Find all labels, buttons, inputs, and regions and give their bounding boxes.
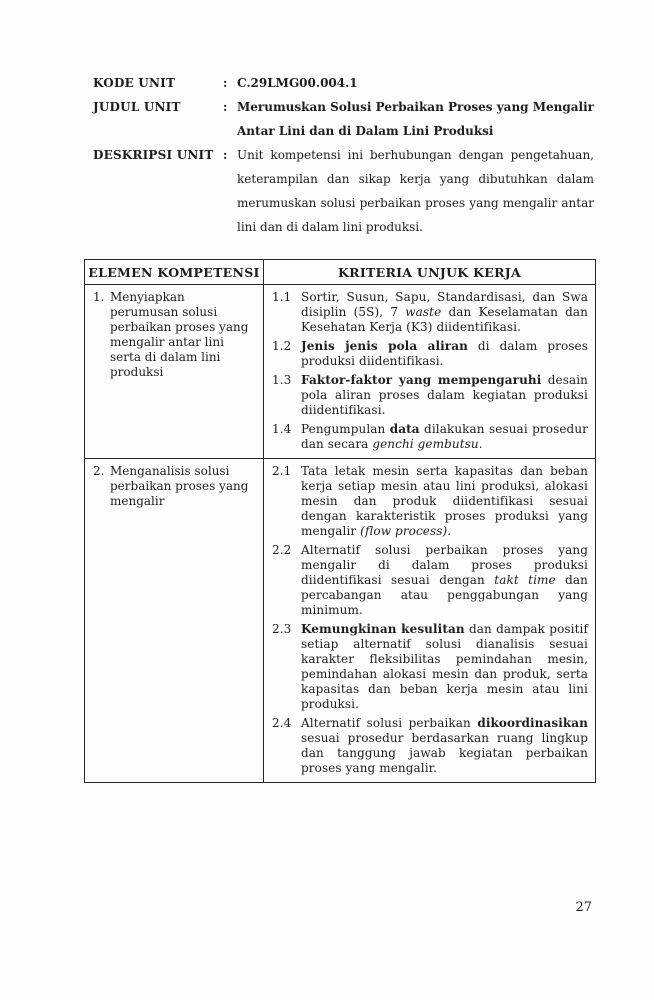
element-number: 2. <box>93 464 105 478</box>
criterion-number: 1.3 <box>272 373 292 387</box>
colon-separator: : <box>223 148 228 162</box>
criterion-number: 1.1 <box>272 290 292 304</box>
element-text: Menyiapkan perumusan solusi perbaikan proses yang mengalir antar lini serta di dalam lini produksi <box>110 290 249 379</box>
unit-header <box>93 71 594 239</box>
criterion-number: 1.2 <box>272 339 292 353</box>
competency-table <box>84 259 596 783</box>
judul-unit-label: JUDUL UNIT <box>93 100 181 114</box>
criterion-number: 1.4 <box>272 422 292 436</box>
criterion-text: Tata letak mesin serta kapasitas dan beban kerja setiap mesin atau lini produksi, alokasi mesin dan produk diidentifikasi sesuai dengan karakteristik proses produksi yang mengalir (flow process). <box>301 464 588 538</box>
criterion-number: 2.1 <box>272 464 292 478</box>
column-header-kriteria-unjuk-kerja: KRITERIA UNJUK KERJA <box>264 260 596 285</box>
criterion-item <box>272 464 588 539</box>
criteria-cell <box>264 285 596 459</box>
element-item <box>93 290 251 380</box>
criterion-item <box>272 290 588 335</box>
judul-unit-value: Merumuskan Solusi Perbaikan Proses yang Mengalir Antar Lini dan di Dalam Lini Produksi <box>237 100 594 138</box>
criterion-text: Kemungkinan kesulitan dan dampak positif setiap alternatif solusi dianalisis sesuai karakter fleksibilitas pemindahan mesin, pemindahan alokasi mesin dan produk, serta kapasitas dan beban kerja mesin atau lini produksi. <box>301 622 588 711</box>
page-number: 27 <box>575 900 592 915</box>
colon-separator: : <box>223 76 228 90</box>
colon-separator: : <box>223 100 228 114</box>
criterion-item <box>272 716 588 776</box>
criterion-number: 2.3 <box>272 622 292 636</box>
table-row <box>85 459 596 783</box>
element-text: Menganalisis solusi perbaikan proses yang mengalir <box>110 464 249 508</box>
header-row-kode-unit <box>93 71 594 95</box>
criterion-item <box>272 622 588 712</box>
column-header-elemen-kompetensi: ELEMEN KOMPETENSI <box>85 260 264 285</box>
criterion-number: 2.2 <box>272 543 292 557</box>
criterion-number: 2.4 <box>272 716 292 730</box>
table-header-row <box>85 260 596 285</box>
element-cell <box>85 285 264 459</box>
table-row <box>85 285 596 459</box>
criterion-text: Jenis jenis pola aliran di dalam proses produksi diidentifikasi. <box>301 339 588 368</box>
deskripsi-unit-value: Unit kompetensi ini berhubungan dengan pengetahuan, keterampilan dan sikap kerja yang dibutuhkan dalam merumuskan solusi perbaikan proses yang mengalir antar lini dan di dalam lini produksi. <box>237 148 594 234</box>
criterion-text: Pengumpulan data dilakukan sesuai prosedur dan secara genchi gembutsu. <box>301 422 588 451</box>
criterion-text: Sortir, Susun, Sapu, Standardisasi, dan Swa disiplin (5S), 7 waste dan Keselamatan dan Kesehatan Kerja (K3) diidentifikasi. <box>301 290 588 334</box>
criterion-text: Alternatif solusi perbaikan proses yang mengalir di dalam proses produksi diidentifikasi sesuai dengan takt time dan percabangan atau penggabungan yang minimum. <box>301 543 588 617</box>
deskripsi-unit-label: DESKRIPSI UNIT <box>93 148 214 162</box>
criteria-cell <box>264 459 596 783</box>
header-row-deskripsi-unit <box>93 143 594 239</box>
criterion-item <box>272 373 588 418</box>
kode-unit-value: C.29LMG00.004.1 <box>237 76 358 90</box>
element-number: 1. <box>93 290 105 304</box>
criterion-text: Faktor-faktor yang mempengaruhi desain pola aliran proses dalam kegiatan produksi diidentifikasi. <box>301 373 588 417</box>
criterion-item <box>272 543 588 618</box>
header-row-judul-unit <box>93 95 594 143</box>
element-item <box>93 464 251 509</box>
kode-unit-label: KODE UNIT <box>93 76 176 90</box>
element-cell <box>85 459 264 783</box>
criterion-item <box>272 339 588 369</box>
criterion-item <box>272 422 588 452</box>
criterion-text: Alternatif solusi perbaikan dikoordinasikan sesuai prosedur berdasarkan ruang lingkup dan tanggung jawab kegiatan perbaikan proses yang mengalir. <box>301 716 588 775</box>
